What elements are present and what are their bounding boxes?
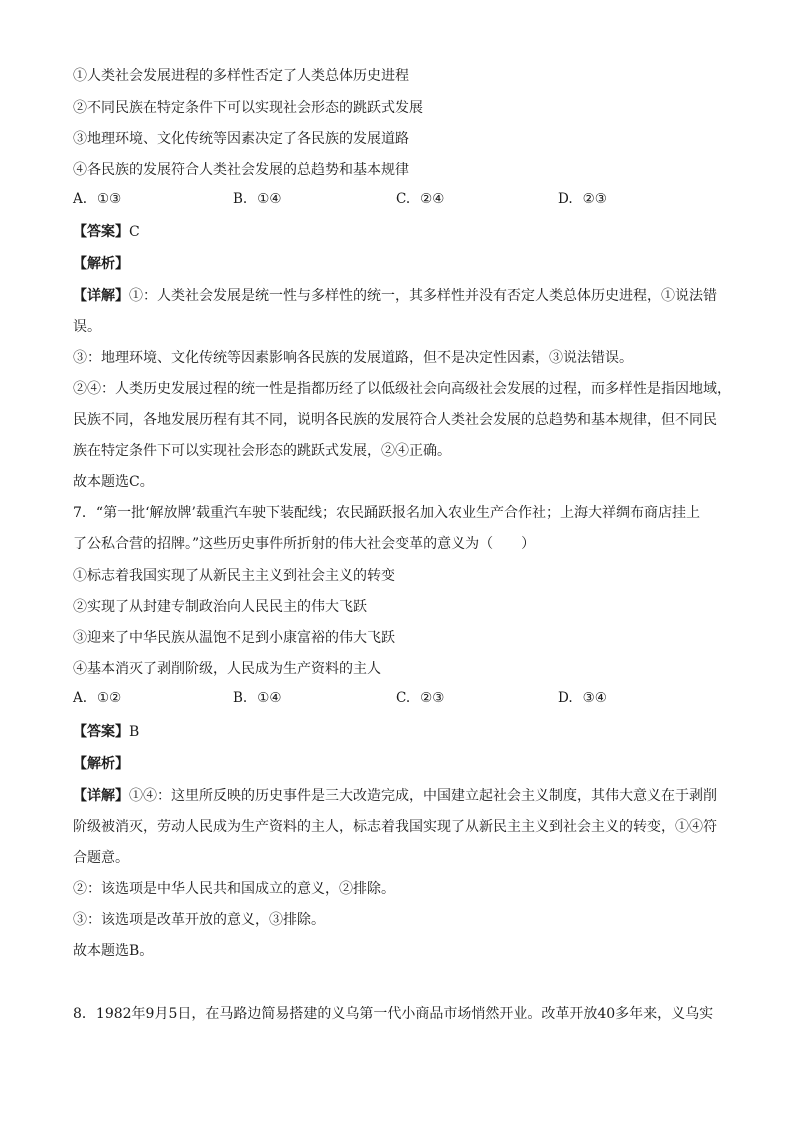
q7-analysis-heading: 【解析】	[73, 756, 129, 772]
q6-statement-1: ①人类社会发展进程的多样性否定了人类总体历史进程	[73, 68, 409, 84]
q6-options	[73, 191, 721, 211]
q7-stem-line-1: 7．“第一批‘解放牌’载重汽车驶下装配线；农民踊跃报名加入农业生产合作社；上海大祥绸布商店挂上	[73, 505, 700, 521]
q6-analysis-line-5: 民族不同，各地发展历程有其不同，说明各民族的发展符合人类社会发展的总趋势和基本规律，但不同民	[73, 412, 717, 428]
q6-analysis-line-1: 【详解】①：人类社会发展是统一性与多样性的统一，其多样性并没有否定人类总体历史进程，①说法错	[73, 288, 717, 304]
q6-option-c: C. ②④	[396, 191, 445, 207]
q7-analysis-line-4: ②：该选项是中华人民共和国成立的意义，②排除。	[73, 881, 395, 897]
q6-option-a: A. ①③	[73, 191, 122, 207]
q7-statement-4: ④基本消灭了剥削阶级，人民成为生产资料的主人	[73, 661, 381, 677]
q6-statement-4: ④各民族的发展符合人类社会发展的总趋势和基本规律	[73, 162, 409, 178]
q7-option-a: A. ①②	[73, 690, 122, 706]
q6-conclusion: 故本题选C。	[73, 474, 154, 490]
q7-statement-2: ②实现了从封建专制政治向人民民主的伟大飞跃	[73, 599, 367, 615]
q8-stem-line-1: 8．1982年9月5日，在马路边简易搭建的义乌第一代小商品市场悄然开业。改革开放40多年来，义乌实	[73, 1006, 714, 1022]
q7-option-d: D. ③④	[558, 690, 607, 706]
q7-statement-3: ③迎来了中华民族从温饱不足到小康富裕的伟大飞跃	[73, 630, 395, 646]
q6-analysis-line-2: 误。	[73, 319, 101, 335]
q6-statement-3: ③地理环境、文化传统等因素决定了各民族的发展道路	[73, 131, 409, 147]
q6-option-d: D. ②③	[558, 191, 607, 207]
q7-statement-1: ①标志着我国实现了从新民主主义到社会主义的转变	[73, 568, 395, 584]
q7-analysis-line-2: 阶级被消灭，劳动人民成为生产资料的主人，标志着我国实现了从新民主主义到社会主义的转变，①④符	[73, 819, 717, 835]
q7-option-b: B. ①④	[233, 690, 282, 706]
q7-options	[73, 690, 721, 710]
q6-option-b: B. ①④	[233, 191, 282, 207]
q7-conclusion: 故本题选B。	[73, 943, 154, 959]
q7-answer: 【答案】B	[73, 724, 140, 740]
q6-analysis-line-6: 族在特定条件下可以实现社会形态的跳跃式发展，②④正确。	[73, 443, 451, 459]
q6-answer: 【答案】C	[73, 224, 140, 240]
q7-analysis-line-1: 【详解】①④：这里所反映的历史事件是三大改造完成，中国建立起社会主义制度，其伟大意义在于剥削	[73, 788, 717, 804]
q7-analysis-line-3: 合题意。	[73, 850, 129, 866]
q6-analysis-line-3: ③：地理环境、文化传统等因素影响各民族的发展道路，但不是决定性因素，③说法错误。	[73, 350, 633, 366]
q6-analysis-line-4: ②④：人类历史发展过程的统一性是指都历经了以低级社会向高级社会发展的过程，而多样性是指因地域，	[73, 381, 731, 397]
q7-stem-line-2: 了公私合营的招牌。”这些历史事件所折射的伟大社会变革的意义为（ ）	[73, 536, 536, 552]
q6-statement-2: ②不同民族在特定条件下可以实现社会形态的跳跃式发展	[73, 100, 423, 116]
q7-analysis-line-5: ③：该选项是改革开放的意义，③排除。	[73, 912, 325, 928]
q7-option-c: C. ②③	[396, 690, 445, 706]
q6-analysis-heading: 【解析】	[73, 256, 129, 272]
